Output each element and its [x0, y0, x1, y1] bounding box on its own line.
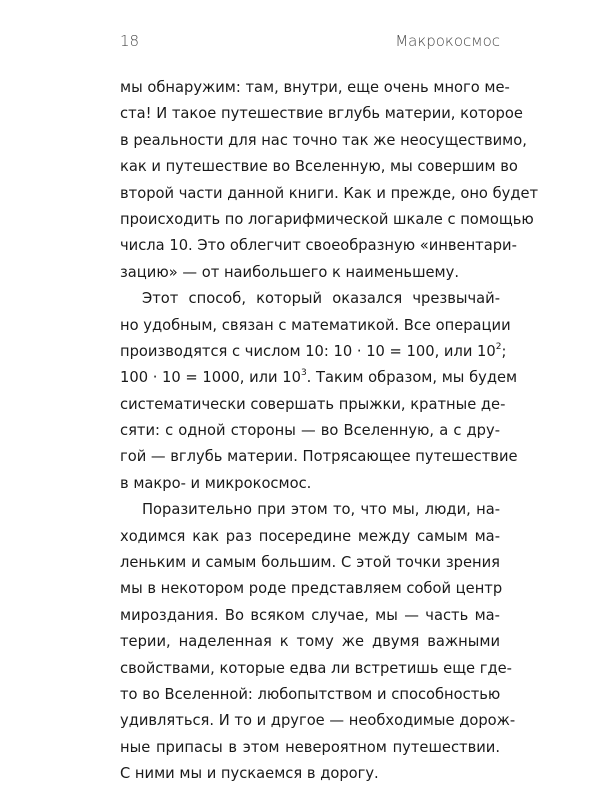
running-head — [120, 32, 500, 54]
text-line: систематически совершать прыжки, кратные де- — [120, 395, 506, 413]
text-line: в макро- и микрокосмос. — [120, 474, 312, 492]
text-segment: производятся с числом 10: 10 · 10 = 100, или 10 — [120, 342, 496, 360]
paragraph-3 — [120, 497, 516, 787]
text-line: зацию» — от наибольшего к наименьшему. — [120, 263, 460, 281]
text-line: второй части данной книги. Как и прежде, оно будет — [120, 184, 539, 202]
text-line: С ними мы и пускаемся в дорогу. — [120, 765, 379, 783]
paragraph-2 — [120, 286, 518, 497]
text-line: терии, наделенная к тому же двумя важными — [120, 633, 500, 651]
text-line: леньким и самым большим. С этой точки зрения — [120, 554, 500, 572]
text-line: сяти: с одной стороны — во Вселенную, а с дру- — [120, 422, 500, 440]
text-line: ные припасы в этом невероятном путешествии. — [120, 738, 500, 756]
text-line: мироздания. Во всяком случае, мы — часть ма- — [120, 606, 500, 624]
text-line: ста! И такое путешествие вглубь материи, которое — [120, 105, 523, 123]
text-line: числа 10. Это облегчит своеобразную «инвентари- — [120, 237, 517, 255]
text-segment: 100 · 10 = 1000, или 10 — [120, 369, 301, 387]
text-line: мы в некотором роде представляем собой центр — [120, 580, 503, 598]
text-line: как и путешествие во Вселенную, мы совершим во — [120, 158, 518, 176]
text-line: гой — вглубь материи. Потрясающее путешествие — [120, 448, 518, 466]
text-line — [120, 339, 507, 365]
text-line: происходить по логарифмической шкале с помощью — [120, 210, 534, 228]
text-line: свойствами, которые едва ли встретишь еще где- — [120, 659, 512, 677]
text-line: мы обнаружим: там, внутри, еще очень много ме- — [120, 79, 510, 96]
superscript: 2 — [495, 342, 502, 353]
text-segment: . Таким образом, мы будем — [306, 369, 518, 387]
text-line: Этот способ, который оказался чрезвычай- — [142, 290, 500, 308]
text-line: Поразительно при этом то, что мы, люди, на- — [142, 501, 500, 519]
text-line: но удобным, связан с математикой. Все операции — [120, 316, 511, 334]
text-line: в реальности для нас точно так же неосуществимо, — [120, 131, 527, 149]
running-title: Макрокосмос — [395, 32, 500, 50]
text-line: удивляться. И то и другое — необходимые дорож- — [120, 712, 516, 730]
text-segment: ; — [501, 342, 507, 360]
paragraph-1 — [120, 75, 539, 286]
text-line — [120, 365, 518, 391]
text-line: ходимся как раз посередине между самым ма- — [120, 527, 500, 545]
text-line: то во Вселенной: любопытством и способностью — [120, 685, 501, 703]
page-number: 18 — [120, 32, 140, 50]
superscript: 3 — [300, 368, 307, 379]
body-text — [120, 75, 539, 788]
